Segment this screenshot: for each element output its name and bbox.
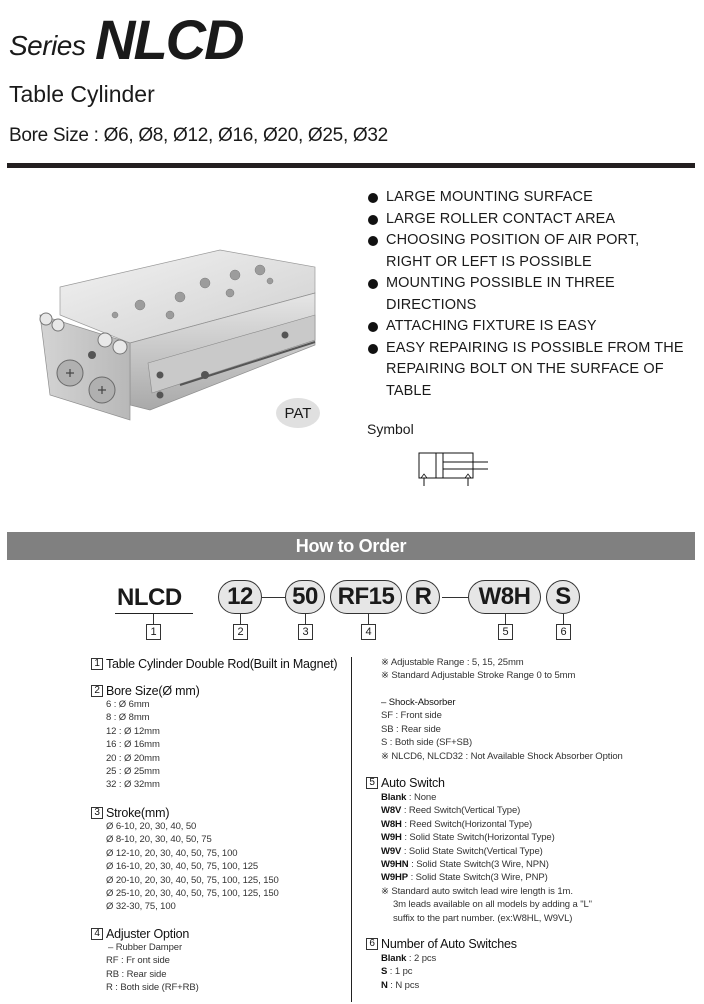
- bullet-icon: [368, 344, 378, 354]
- switch-count-item: S : 1 pc: [381, 966, 413, 978]
- marker-6: 6: [556, 624, 571, 640]
- page-title: NLCD: [95, 8, 243, 71]
- feature-item: LARGE MOUNTING SURFACE: [367, 187, 687, 209]
- code-switch-count-pill: S: [546, 580, 580, 614]
- section-4-title: 4 Adjuster Option: [91, 927, 189, 941]
- code-adjuster-pill: RF15: [330, 580, 402, 614]
- marker-2: 2: [233, 624, 248, 640]
- switch-count-list: [381, 952, 436, 992]
- stroke-list: Ø 6-10, 20, 30, 40, 50 Ø 8-10, 20, 30, 40, 50, 75 Ø 12-10, 20, 30, 40, 50, 75, 100 Ø 16-10, 20, 30, 40, 50, 75, 100, 125 Ø 20-10, 20, 30, 40, 50, 75, 100, 125, 150 Ø 25-10, 20, 30, 40, 50, 75, 100, 125, 150 Ø 32-30, 75, 100: [106, 821, 279, 913]
- connector-line: [368, 614, 369, 624]
- feature-item: MOUNTING POSSIBLE IN THREE DIRECTIONS: [367, 273, 687, 316]
- code-dash: [262, 597, 285, 598]
- auto-switch-item: W9H : Solid State Switch(Horizontal Type): [381, 832, 555, 844]
- auto-switch-item: W8H : Reed Switch(Horizontal Type): [381, 818, 533, 830]
- code-bore-pill: 12: [218, 580, 262, 614]
- code-dash: [442, 597, 468, 598]
- auto-switch-item: W8V : Reed Switch(Vertical Type): [381, 805, 521, 817]
- code-adjuster-extra-pill: R: [406, 580, 440, 614]
- switch-count-item: N : N pcs: [381, 979, 420, 991]
- connector-line: [153, 614, 154, 624]
- section-2-title: 2 Bore Size(Ø mm): [91, 684, 200, 698]
- bore-size-list: 6 : Ø 6mm 8 : Ø 8mm 12 : Ø 12mm 16 : Ø 16mm 20 : Ø 20mm 25 : Ø 25mm 32 : Ø 32mm: [106, 699, 160, 791]
- bore-size-summary: Bore Size : Ø6, Ø8, Ø12, Ø16, Ø20, Ø25, Ø32: [9, 125, 388, 146]
- connector-line: [563, 614, 564, 624]
- code-switch-pill: W8H: [468, 580, 541, 614]
- series-label: Series: [9, 30, 86, 61]
- patent-badge: PAT: [276, 398, 320, 428]
- bullet-icon: [368, 215, 378, 225]
- marker-5: 5: [498, 624, 513, 640]
- feature-item: LARGE ROLLER CONTACT AREA: [367, 209, 687, 231]
- section-1-title: 1 Table Cylinder Double Rod(Built in Magnet): [91, 657, 337, 671]
- auto-switch-item: W9HN : Solid State Switch(3 Wire, NPN): [381, 859, 549, 871]
- symbol-label: Symbol: [367, 421, 414, 437]
- marker-1: 1: [146, 624, 161, 640]
- header-divider: [7, 163, 695, 168]
- feature-item: EASY REPAIRING IS POSSIBLE FROM THE REPAIRING BOLT ON THE SURFACE OF TABLE: [367, 338, 687, 403]
- section-5-title: 5 Auto Switch: [366, 776, 445, 790]
- section-3-title: 3 Stroke(mm): [91, 806, 169, 820]
- adjuster-notes: ※ Adjustable Range : 5, 15, 25mm ※ Standard Adjustable Stroke Range 0 to 5mm: [381, 657, 576, 682]
- auto-switch-item: Blank : None: [381, 792, 437, 803]
- bullet-icon: [368, 322, 378, 332]
- feature-item: CHOOSING POSITION OF AIR PORT, RIGHT OR LEFT IS POSSIBLE: [367, 230, 687, 273]
- code-series-underline: [115, 613, 193, 614]
- shock-absorber-list: – Shock-Absorber SF : Front side SB : Rear side S : Both side (SF+SB) ※ NLCD6, NLCD32 : Not Available Shock Absorber Option: [381, 697, 623, 762]
- connector-line: [305, 614, 306, 624]
- product-subtitle: Table Cylinder: [9, 81, 155, 107]
- feature-list: [367, 187, 687, 402]
- marker-3: 3: [298, 624, 313, 640]
- auto-switch-list: Blank : None W8V : Reed Switch(Vertical Type) W8H : Reed Switch(Horizontal Type) W9H : Solid State Switch(Horizontal Type) W9V : Solid State Switch(Vertical Type) W9HN : Solid State Switch(3 Wire, NPN) W9HP : Solid State Switch(3 Wire, PNP) ※ Standard auto switch lead wire length is 1m. 3m leads available on all models by adding a "L" suffix to the part number. (ex:W8HL, W9VL): [381, 792, 592, 924]
- code-stroke-pill: 50: [285, 580, 325, 614]
- connector-line: [505, 614, 506, 624]
- column-divider: [351, 657, 352, 1002]
- bullet-icon: [368, 279, 378, 289]
- section-6-title: 6 Number of Auto Switches: [366, 937, 517, 951]
- marker-4: 4: [361, 624, 376, 640]
- code-series: NLCD: [117, 584, 182, 611]
- rubber-damper-list: – Rubber Damper RF : Fr ont side RB : Rear side R : Both side (RF+RB): [106, 942, 199, 994]
- cylinder-symbol-icon: [418, 452, 490, 490]
- auto-switch-item: W9HP : Solid State Switch(3 Wire, PNP): [381, 872, 548, 884]
- bullet-icon: [368, 236, 378, 246]
- feature-item: ATTACHING FIXTURE IS EASY: [367, 316, 687, 338]
- how-to-order-header: How to Order: [7, 532, 695, 560]
- switch-count-item: Blank : 2 pcs: [381, 953, 437, 964]
- bullet-icon: [368, 193, 378, 203]
- connector-line: [240, 614, 241, 624]
- auto-switch-item: W9V : Solid State Switch(Vertical Type): [381, 845, 543, 857]
